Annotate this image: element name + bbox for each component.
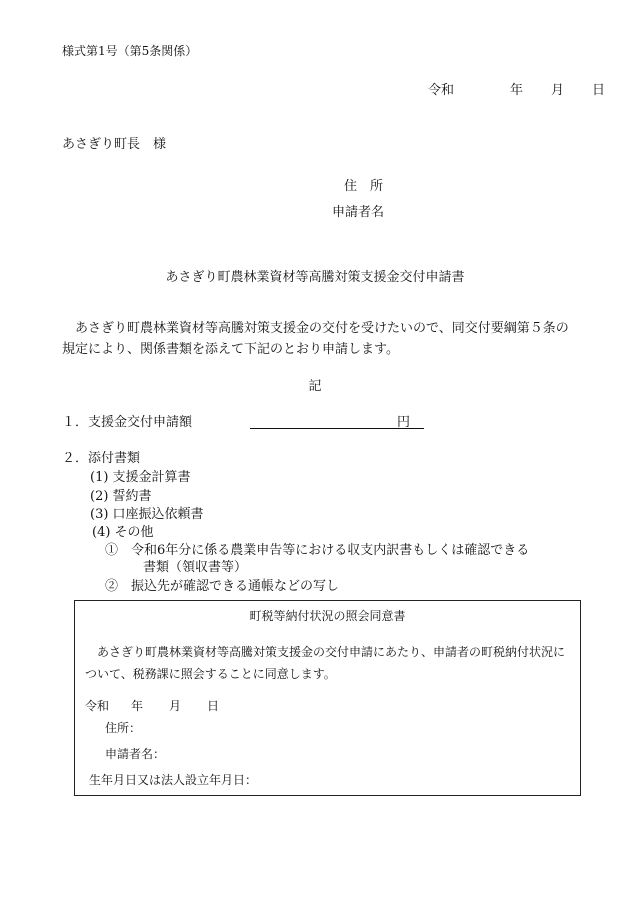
consent-date-line: [85, 697, 219, 714]
consent-applicant-label: 申請者名：: [105, 747, 166, 761]
consent-line: ついて、税務課に照会することに同意します。: [85, 667, 336, 681]
date-line: [428, 79, 605, 98]
form-number: 様式第1号（第5条関係）: [62, 44, 198, 58]
consent-date-year: 年: [131, 699, 144, 713]
applicant-label: 申請者名: [332, 205, 385, 220]
other-item-continued: 書類（領収書等）: [143, 560, 248, 575]
consent-line: あさぎり町農林業資材等高騰対策支援金の交付申請にあたり、申請者の町税納付状況に: [85, 645, 566, 659]
consent-date-day: 日: [207, 699, 220, 713]
consent-birth-label: 生年月日又は法人設立年月日：: [89, 773, 258, 787]
ki-heading: 記: [308, 379, 322, 394]
date-month: 月: [551, 83, 565, 98]
body-line: あさぎり町農林業資材等高騰対策支援金の交付を受けたいので、同交付要綱第５条の: [62, 321, 569, 336]
body-line: 規定により、関係書類を添えて下記のとおり申請します。: [62, 342, 399, 357]
address-label: 住 所: [344, 179, 384, 194]
item2-label: ２．添付書類: [62, 451, 141, 466]
attachment-item: (3) 口座振込依頼書: [90, 507, 204, 522]
consent-date-month: 月: [169, 699, 182, 713]
attachment-item: (4) その他: [92, 525, 154, 540]
date-day: 日: [592, 83, 606, 98]
consent-title: 町税等納付状況の照会同意書: [249, 609, 406, 623]
document-title: あさぎり町農林業資材等高騰対策支援金交付申請書: [165, 270, 465, 285]
consent-box: [74, 600, 581, 796]
consent-address-label: 住所：: [105, 721, 142, 735]
body-text: [62, 318, 582, 360]
date-year: 年: [510, 83, 524, 98]
consent-body: [85, 641, 575, 685]
yen-unit: 円: [396, 415, 410, 430]
consent-date-era: 令和: [85, 699, 110, 713]
amount-field[interactable]: [250, 411, 424, 429]
attachment-item: (1) 支援金計算書: [90, 470, 191, 485]
date-era: 令和: [428, 83, 455, 98]
other-item: ① 令和6年分に係る農業申告等における収支内訳書もしくは確認できる: [105, 543, 530, 558]
other-item: ② 振込先が確認できる通帳などの写し: [105, 579, 340, 594]
attachment-item: (2) 誓約書: [90, 489, 152, 504]
addressee: あさぎり町長 様: [62, 137, 167, 152]
item1-label: １．支援金交付申請額: [62, 415, 193, 430]
